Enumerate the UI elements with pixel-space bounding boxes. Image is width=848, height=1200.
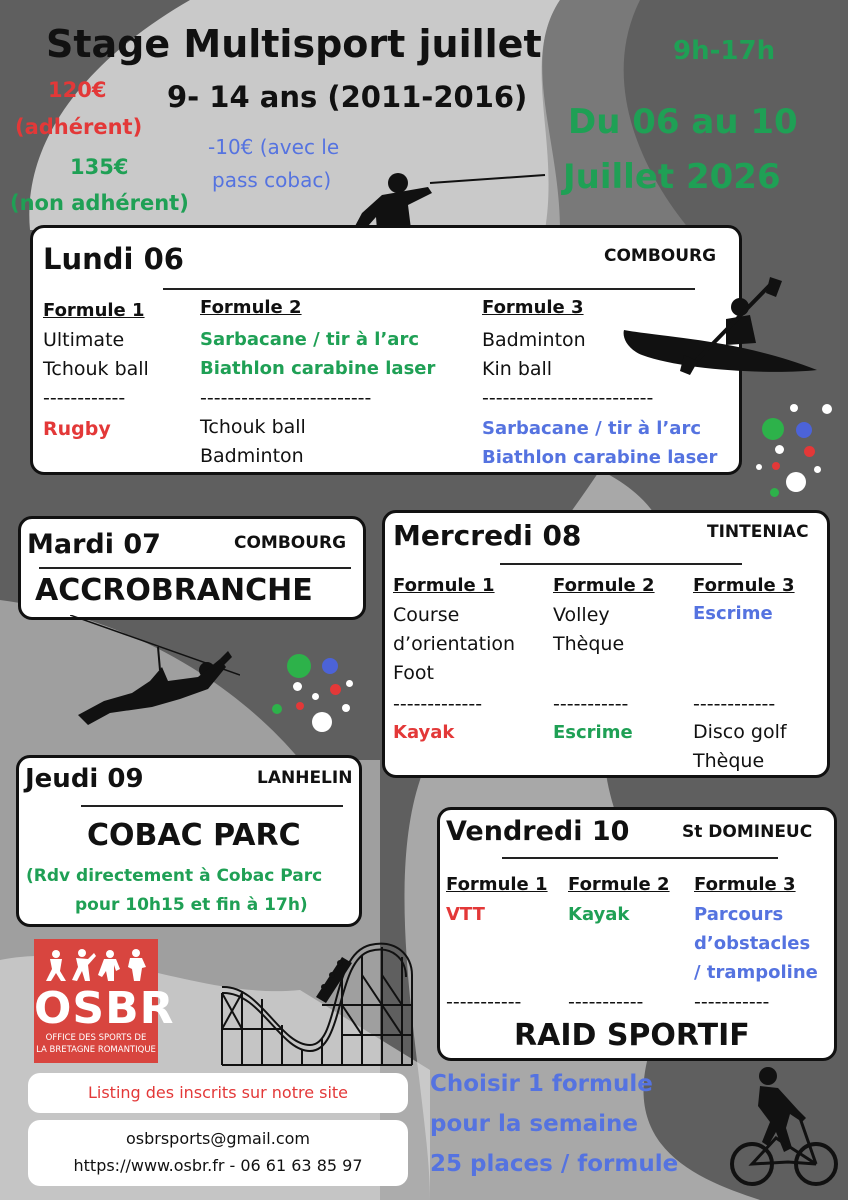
dates-line1: Du 06 au 10 [568,102,798,142]
monday-f2-b2: Badminton [200,445,304,467]
friday-day: Vendredi 10 [446,816,630,847]
price-member-note: (adhérent) [15,115,143,139]
tuesday-activity: ACCROBRANCHE [35,573,313,608]
monday-divider [163,288,695,290]
page-title: Stage Multisport juillet [46,22,542,66]
wednesday-f1-sep: ------------- [393,693,483,715]
monday-f3-a1: Badminton [482,329,586,351]
logo-line1: OFFICE DES SPORTS DE [45,1033,147,1043]
decor-dot [822,404,832,414]
friday-f3-a1: Parcours [694,904,784,925]
monday-f1-a2: Tchouk ball [43,358,149,380]
wednesday-f3-title: Formule 3 [693,575,795,596]
decor-dot [293,682,302,691]
thursday-note1: (Rdv directement à Cobac Parc [26,866,323,886]
wednesday-card [382,510,830,778]
hours: 9h-17h [673,36,776,66]
price-member: 120€ [48,78,107,102]
friday-f2-a1: Kayak [568,904,630,925]
contact-web[interactable]: https://www.osbr.fr - 06 61 63 85 97 [73,1156,363,1175]
decor-dot [796,422,812,438]
wednesday-f3-sep: ------------ [693,693,776,715]
wednesday-divider [500,563,742,565]
friday-activity: RAID SPORTIF [514,1018,750,1053]
dates-line2: Juillet 2026 [563,157,781,197]
monday-f1-sep: ------------ [43,387,126,409]
decor-dot [272,704,282,714]
decor-dot [786,472,806,492]
decor-dot [322,658,338,674]
tuesday-place: COMBOURG [234,533,347,553]
thursday-activity: COBAC PARC [87,818,301,853]
monday-f2-b1: Tchouk ball [200,416,306,438]
decor-dot [772,462,780,470]
friday-place: St DOMINEUC [682,822,813,842]
logo-name: OSBR [34,983,175,1034]
thursday-note2: pour 10h15 et fin à 17h) [75,895,308,915]
wednesday-place: TINTENIAC [707,522,809,542]
monday-f1-title: Formule 1 [43,300,145,321]
decor-dot [775,445,784,454]
friday-f1-title: Formule 1 [446,874,548,895]
cyclist-silhouette [728,1062,840,1196]
monday-f3-b2: Biathlon carabine laser [482,447,718,468]
wednesday-day: Mercredi 08 [393,519,582,552]
thursday-day: Jeudi 09 [25,764,144,794]
wednesday-f2-sep: ----------- [553,693,629,715]
wednesday-f2-a1: Volley [553,604,610,626]
friday-f3-a3: / trampoline [694,962,818,983]
wednesday-f3-a1: Escrime [693,603,773,624]
osbr-logo [34,939,175,1063]
wednesday-f3-b2: Thèque [693,750,765,772]
decor-dot [804,446,815,457]
thursday-card [16,755,362,927]
logo-line2: LA BRETAGNE ROMANTIQUE [36,1045,156,1055]
monday-f2-title: Formule 2 [200,297,302,318]
contact-email[interactable]: osbrsports@gmail.com [125,1129,311,1148]
decor-dot [342,704,350,712]
choice-line1: Choisir 1 formule [430,1071,653,1097]
wednesday-f1-a1: Course [393,604,460,626]
listing-link[interactable]: Listing des inscrits sur notre site [87,1083,349,1102]
wednesday-f2-title: Formule 2 [553,575,655,596]
friday-f1-a1: VTT [446,904,485,925]
age-range: 9- 14 ans (2011-2016) [167,80,528,114]
decor-dot [770,488,779,497]
friday-f2-sep: ----------- [568,991,644,1013]
choice-line2: pour la semaine [430,1111,639,1137]
thursday-place: LANHELIN [257,768,353,788]
tuesday-divider [39,567,351,569]
decor-dot [790,404,798,412]
decor-dot [312,693,319,700]
friday-f3-title: Formule 3 [694,874,796,895]
rollercoaster-silhouette [220,935,416,1067]
monday-f1-b1: Rugby [43,418,111,440]
decor-dot [814,466,821,473]
monday-f2-a2: Biathlon carabine laser [200,358,436,379]
friday-divider [502,857,778,859]
friday-f2-title: Formule 2 [568,874,670,895]
monday-f3-title: Formule 3 [482,297,584,318]
decor-dot [346,680,353,687]
wednesday-f2-a2: Thèque [553,633,625,655]
wednesday-f1-a3: Foot [393,662,434,684]
decor-dot [296,702,304,710]
tuesday-card [18,516,366,620]
listing-pill[interactable] [28,1073,408,1113]
monday-f2-a1: Sarbacane / tir à l’arc [200,329,419,350]
friday-f1-sep: ----------- [446,991,522,1013]
zipline-silhouette [70,615,240,733]
thursday-divider [81,805,343,807]
kayak-silhouette [622,275,818,385]
decor-dot [762,418,784,440]
friday-f3-sep: ----------- [694,991,770,1013]
monday-f3-sep: ------------------------- [482,387,654,409]
wednesday-f2-b1: Escrime [553,722,633,743]
contact-pill [28,1120,408,1186]
decor-dot [756,464,762,470]
decor-dot [312,712,332,732]
monday-f1-a1: Ultimate [43,329,125,351]
monday-f3-a2: Kin ball [482,358,553,380]
price-nonmember: 135€ [70,155,129,179]
price-nonmember-note: (non adhérent) [10,191,189,215]
wednesday-f1-b1: Kayak [393,722,455,743]
monday-f2-sep: ------------------------- [200,387,372,409]
tuesday-day: Mardi 07 [27,529,161,560]
friday-card [437,807,837,1061]
choice-line3: 25 places / formule [430,1151,679,1177]
wednesday-f1-title: Formule 1 [393,575,495,596]
discount-line2: pass cobac) [212,168,332,192]
friday-f3-a2: d’obstacles [694,933,811,954]
wednesday-f3-b1: Disco golf [693,721,787,743]
monday-place: COMBOURG [604,246,717,266]
decor-dot [330,684,341,695]
monday-f3-b1: Sarbacane / tir à l’arc [482,418,701,439]
decor-dot [287,654,311,678]
wednesday-f1-a2: d’orientation [393,633,516,655]
monday-day: Lundi 06 [43,242,184,276]
discount-line1: -10€ (avec le [208,135,340,159]
athletes-icon [42,947,150,983]
